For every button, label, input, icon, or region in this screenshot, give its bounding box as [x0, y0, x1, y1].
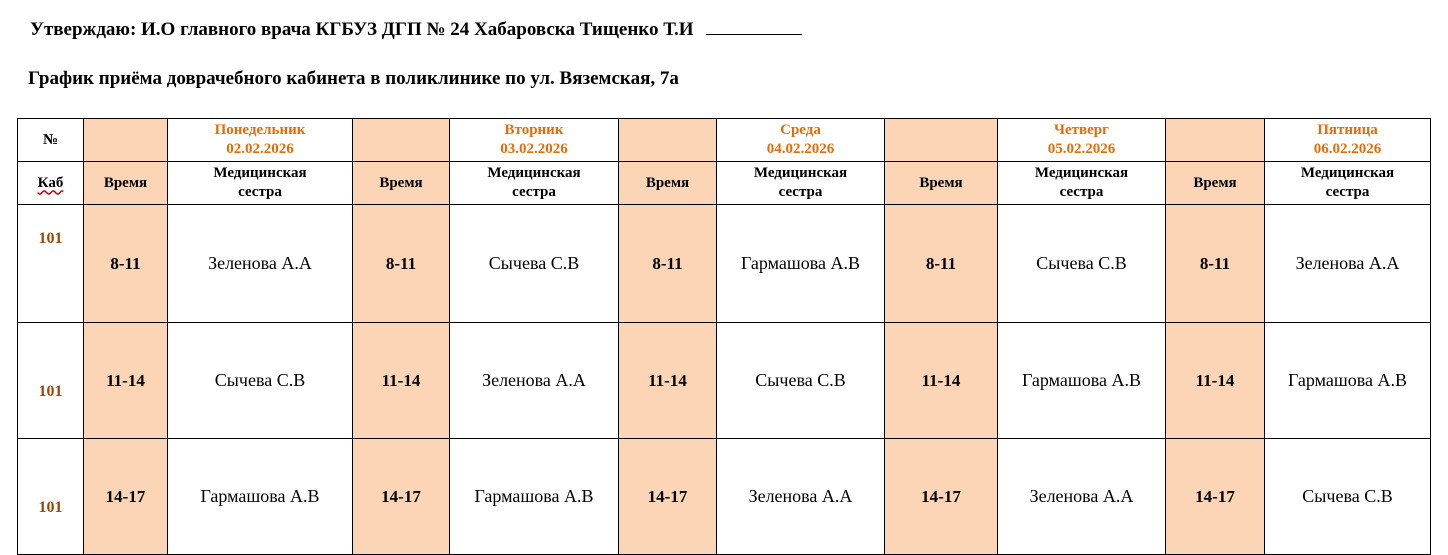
time-header-spacer	[353, 119, 450, 162]
nurse-column-header	[1265, 162, 1431, 205]
schedule-table	[17, 118, 1431, 555]
day-header	[450, 119, 619, 162]
nurse-name: Сычева С.В	[998, 205, 1166, 323]
time-slot: 8-11	[885, 205, 998, 323]
day-name: Среда	[780, 122, 821, 138]
room-number: 101	[18, 323, 84, 439]
room-number: 101	[18, 439, 84, 555]
time-column-header: Время	[885, 162, 998, 205]
time-column-header: Время	[353, 162, 450, 205]
time-column-header: Время	[619, 162, 717, 205]
day-name: Вторник	[504, 122, 564, 138]
time-column-header: Время	[1166, 162, 1265, 205]
time-header-spacer	[619, 119, 717, 162]
time-slot: 11-14	[885, 323, 998, 439]
day-date: 03.02.2026	[500, 141, 568, 157]
header-row-days	[18, 119, 1431, 162]
nurse-header-line2: сестра	[512, 184, 556, 200]
nurse-name: Гармашова А.В	[450, 439, 619, 555]
time-slot: 11-14	[619, 323, 717, 439]
nurse-name: Гармашова А.В	[998, 323, 1166, 439]
header-row-columns	[18, 162, 1431, 205]
nurse-header-line1: Медицинская	[487, 165, 581, 181]
time-slot: 14-17	[353, 439, 450, 555]
day-header	[1265, 119, 1431, 162]
time-slot: 11-14	[353, 323, 450, 439]
nurse-name: Зеленова А.А	[450, 323, 619, 439]
time-slot: 8-11	[353, 205, 450, 323]
nurse-header-line2: сестра	[1059, 184, 1104, 200]
nurse-name: Зеленова А.А	[168, 205, 353, 323]
approval-line	[30, 18, 802, 41]
time-slot: 8-11	[1166, 205, 1265, 323]
schedule-row	[18, 439, 1431, 555]
number-header: №	[18, 119, 84, 162]
time-slot: 11-14	[84, 323, 168, 439]
approval-text: Утверждаю: И.О главного врача КГБУЗ ДГП № 24 Хабаровска Тищенко Т.И	[30, 19, 694, 40]
day-date: 02.02.2026	[226, 141, 294, 157]
nurse-name: Гармашова А.В	[717, 205, 885, 323]
nurse-name: Зеленова А.А	[717, 439, 885, 555]
nurse-name: Сычева С.В	[450, 205, 619, 323]
nurse-name: Сычева С.В	[1265, 439, 1431, 555]
nurse-header-line2: сестра	[1325, 184, 1370, 200]
time-slot: 14-17	[1166, 439, 1265, 555]
schedule-row	[18, 205, 1431, 323]
day-header	[998, 119, 1166, 162]
room-header	[18, 162, 84, 205]
time-slot: 8-11	[619, 205, 717, 323]
day-date: 06.02.2026	[1313, 141, 1382, 157]
time-slot: 14-17	[619, 439, 717, 555]
time-slot: 8-11	[84, 205, 168, 323]
day-name: Понедельник	[214, 122, 306, 138]
room-number: 101	[18, 205, 84, 323]
nurse-column-header	[717, 162, 885, 205]
time-slot: 14-17	[885, 439, 998, 555]
day-name: Четверг	[1054, 122, 1109, 138]
nurse-name: Гармашова А.В	[1265, 323, 1431, 439]
time-slot: 11-14	[1166, 323, 1265, 439]
time-slot: 14-17	[84, 439, 168, 555]
nurse-header-line2: сестра	[238, 184, 282, 200]
schedule-row	[18, 323, 1431, 439]
time-header-spacer	[885, 119, 998, 162]
day-header	[717, 119, 885, 162]
nurse-column-header	[998, 162, 1166, 205]
day-date: 05.02.2026	[1047, 141, 1116, 157]
time-header-spacer	[84, 119, 168, 162]
schedule-title: График приёма доврачебного кабинета в поликлинике по ул. Вяземская, 7а	[28, 68, 679, 89]
time-column-header: Время	[84, 162, 168, 205]
day-date: 04.02.2026	[766, 141, 835, 157]
nurse-name: Сычева С.В	[717, 323, 885, 439]
nurse-header-line1: Медицинская	[753, 165, 848, 181]
nurse-header-line1: Медицинская	[1300, 165, 1395, 181]
day-header	[168, 119, 353, 162]
nurse-name: Сычева С.В	[168, 323, 353, 439]
nurse-column-header	[450, 162, 619, 205]
nurse-header-line2: сестра	[778, 184, 823, 200]
signature-blank	[706, 18, 802, 35]
nurse-column-header	[168, 162, 353, 205]
nurse-name: Зеленова А.А	[998, 439, 1166, 555]
room-header-label: Каб	[37, 174, 64, 191]
nurse-header-line1: Медицинская	[1034, 165, 1129, 181]
nurse-name: Зеленова А.А	[1265, 205, 1431, 323]
time-header-spacer	[1166, 119, 1265, 162]
nurse-header-line1: Медицинская	[213, 165, 307, 181]
nurse-name: Гармашова А.В	[168, 439, 353, 555]
day-name: Пятница	[1317, 122, 1378, 138]
